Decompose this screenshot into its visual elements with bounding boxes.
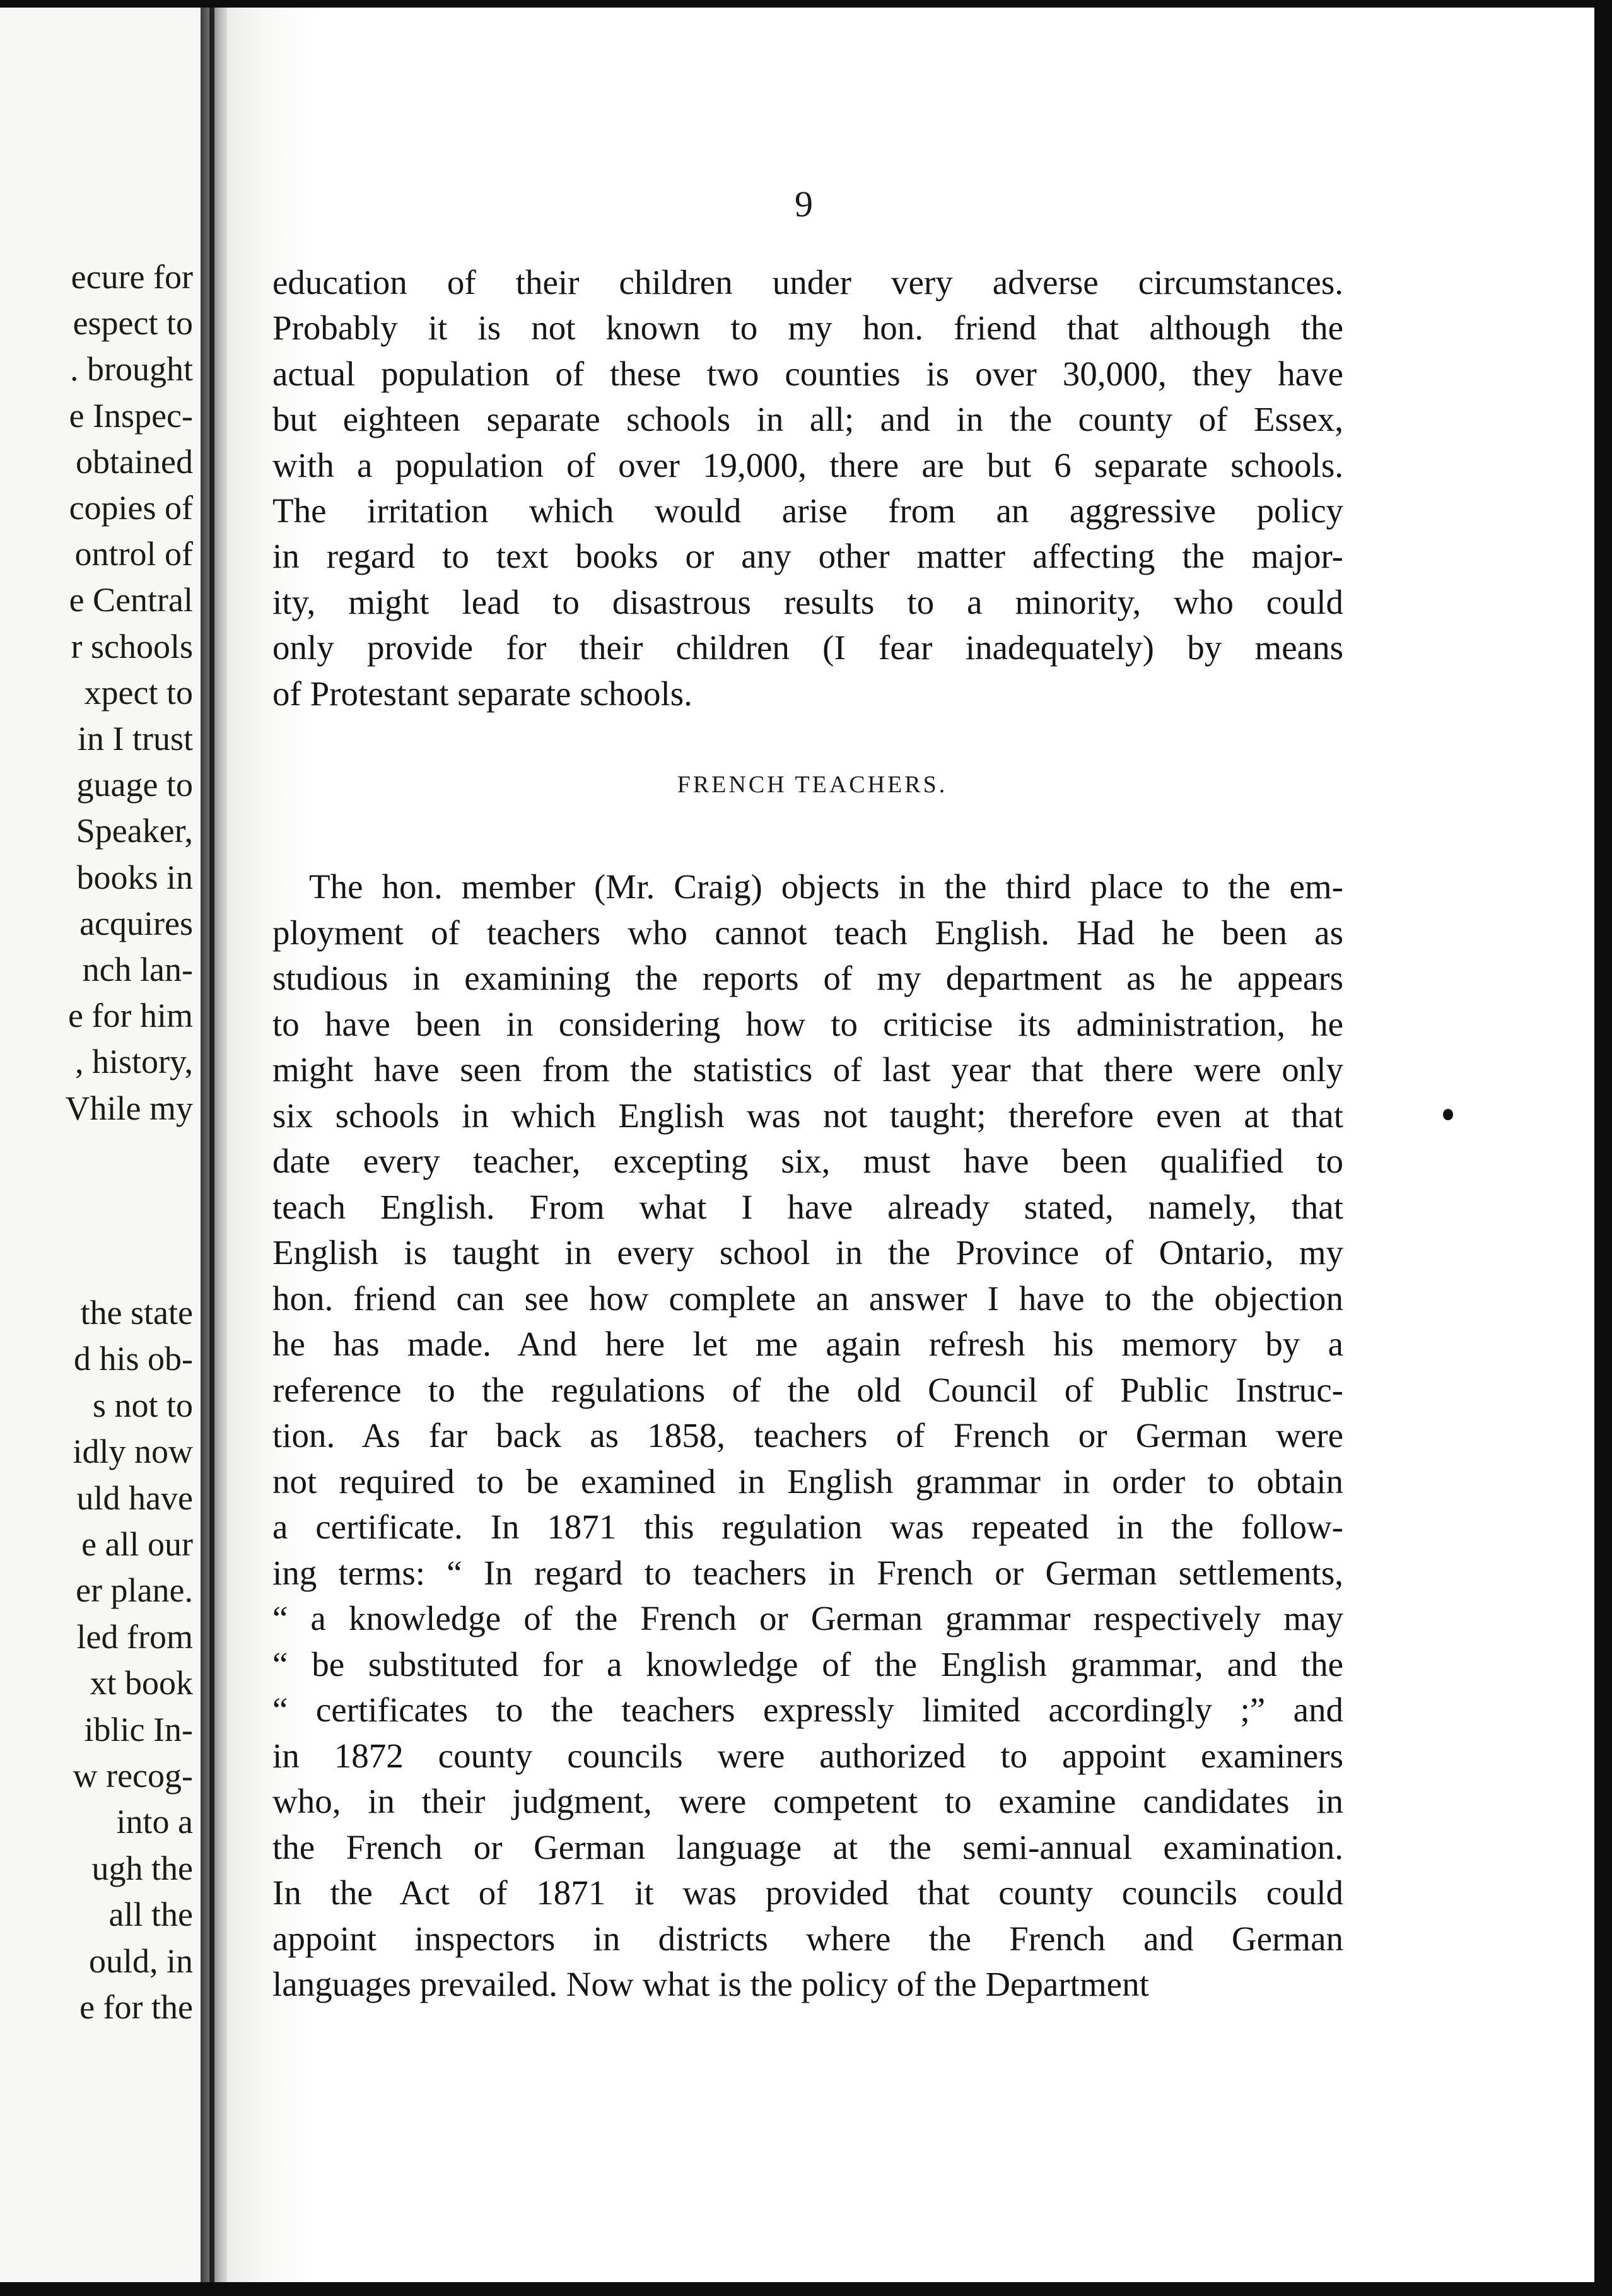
facing-page-line: e Inspec- [69, 396, 193, 435]
text-line: teach English. From what I have already stated, namely, that [272, 1187, 1343, 1226]
text-line: studious in examining the reports of my department as he appears [272, 959, 1343, 997]
scan-border-right [1594, 0, 1612, 2296]
text-line: ity, might lead to disastrous results to a minority, who could [272, 582, 1343, 621]
text-line: the French or German language at the semi-annual examination. [272, 1827, 1343, 1866]
text-line: to have been in considering how to criticise its administration, he [272, 1004, 1343, 1043]
text-line: but eighteen separate schools in all; and in the county of Essex, [272, 400, 1343, 439]
facing-page-line: xpect to [84, 673, 193, 712]
facing-page-line: obtained [76, 442, 193, 481]
facing-page-line: Vhile my [65, 1089, 193, 1127]
text-line: date every teacher, excepting six, must have been qualified to [272, 1142, 1343, 1180]
text-line: in regard to text books or any other matter affecting the major- [272, 537, 1343, 576]
facing-page-line: the state [80, 1294, 193, 1332]
text-line: only provide for their children (I fear inadequately) by means [272, 628, 1343, 667]
text-line: in 1872 county councils were authorized to appoint examiners [272, 1736, 1343, 1775]
text-line: with a population of over 19,000, there are but 6 separate schools. [272, 445, 1343, 484]
text-line: “ certificates to the teachers expressly limited accordingly ;” and [272, 1690, 1343, 1729]
facing-page-line: r schools [71, 627, 193, 665]
facing-page-line: e all our [81, 1525, 193, 1563]
facing-page-line: ontrol of [74, 535, 193, 573]
facing-page-fragment [0, 8, 201, 2282]
text-line: he has made. And here let me again refresh his memory by a [272, 1325, 1343, 1363]
text-line: not required to be examined in English grammar in order to obtain [272, 1461, 1343, 1501]
text-line: English is taught in every school in the Province of Ontario, my [272, 1233, 1343, 1272]
facing-page-line: d his ob- [74, 1340, 193, 1378]
facing-page-line: books in [76, 858, 193, 896]
text-line: appoint inspectors in districts where the French and German [272, 1919, 1343, 1958]
text-line: who, in their judgment, were competent to examine candidates in [272, 1782, 1343, 1820]
facing-page-line: espect to [73, 304, 193, 343]
facing-page-line: nch lan- [82, 951, 193, 988]
facing-page-line: ecure for [71, 258, 193, 296]
section-heading [0, 771, 1612, 799]
text-line: of Protestant separate schools. [272, 674, 692, 713]
scan-speck [1443, 1109, 1453, 1120]
text-line: education of their children under very adverse circumstances. [272, 263, 1343, 302]
facing-page-line: s not to [92, 1386, 193, 1424]
facing-page-line: in I trust [78, 720, 193, 758]
text-line: tion. As far back as 1858, teachers of French or German were [272, 1416, 1343, 1455]
facing-page-line: , history, [75, 1043, 193, 1081]
facing-page-line: uld have [76, 1479, 193, 1517]
page-number: 9 [795, 184, 813, 225]
facing-page-line: led from [76, 1617, 193, 1656]
facing-page-line: e for the [79, 1988, 193, 2026]
facing-page-line: w recog- [73, 1757, 193, 1795]
facing-page-line: ugh the [91, 1849, 193, 1887]
text-line: The irritation which would arise from an aggressive policy [272, 491, 1343, 530]
facing-page-line: iblic In- [84, 1710, 193, 1748]
text-line: The hon. member (Mr. Craig) objects in the third place to the em- [309, 867, 1343, 906]
facing-page-line: idly now [73, 1432, 193, 1471]
text-line: In the Act of 1871 it was provided that county councils could [272, 1873, 1343, 1912]
section-heading-text: FRENCH TEACHERS. [677, 771, 948, 798]
text-line: reference to the regulations of the old Council of Public Instruc- [272, 1370, 1343, 1409]
text-line: actual population of these two counties is over 30,000, they have [272, 354, 1343, 393]
scan-border-bottom [0, 2282, 1612, 2296]
text-line: a certificate. In 1871 this regulation was repeated in the follow- [272, 1508, 1343, 1546]
facing-page-line: acquires [79, 904, 193, 942]
text-line: “ be substituted for a knowledge of the English grammar, and the [272, 1644, 1343, 1684]
text-line: Probably it is not known to my hon. friend that although the [272, 308, 1343, 348]
facing-page-line: copies of [69, 489, 193, 527]
text-line: might have seen from the statistics of last year that there were only [272, 1050, 1343, 1089]
text-line: ployment of teachers who cannot teach English. Had he been as [272, 913, 1343, 952]
facing-page-line: into a [116, 1803, 193, 1841]
text-line: ing terms: “ In regard to teachers in French or German settlements, [272, 1553, 1343, 1592]
gutter-shadow [209, 8, 214, 2282]
text-line: hon. friend can see how complete an answer I have to the objection [272, 1279, 1343, 1318]
text-line: six schools in which English was not taught; therefore even at that [272, 1096, 1343, 1135]
text-line: languages prevailed. Now what is the policy of the Department [272, 1965, 1149, 2003]
facing-page-line: Speaker, [76, 812, 193, 850]
scan-border-top [0, 0, 1612, 8]
facing-page-line: er plane. [76, 1571, 193, 1610]
facing-page-line: all the [108, 1895, 193, 1934]
facing-page-line: ould, in [88, 1942, 193, 1980]
facing-page-line: xt book [90, 1664, 193, 1702]
facing-page-line: guage to [76, 766, 193, 804]
facing-page-line: e Central [69, 581, 193, 619]
text-line: “ a knowledge of the French or German grammar respectively may [272, 1599, 1343, 1637]
facing-page-line: . brought [70, 350, 193, 389]
facing-page-line: e for him [68, 997, 193, 1035]
